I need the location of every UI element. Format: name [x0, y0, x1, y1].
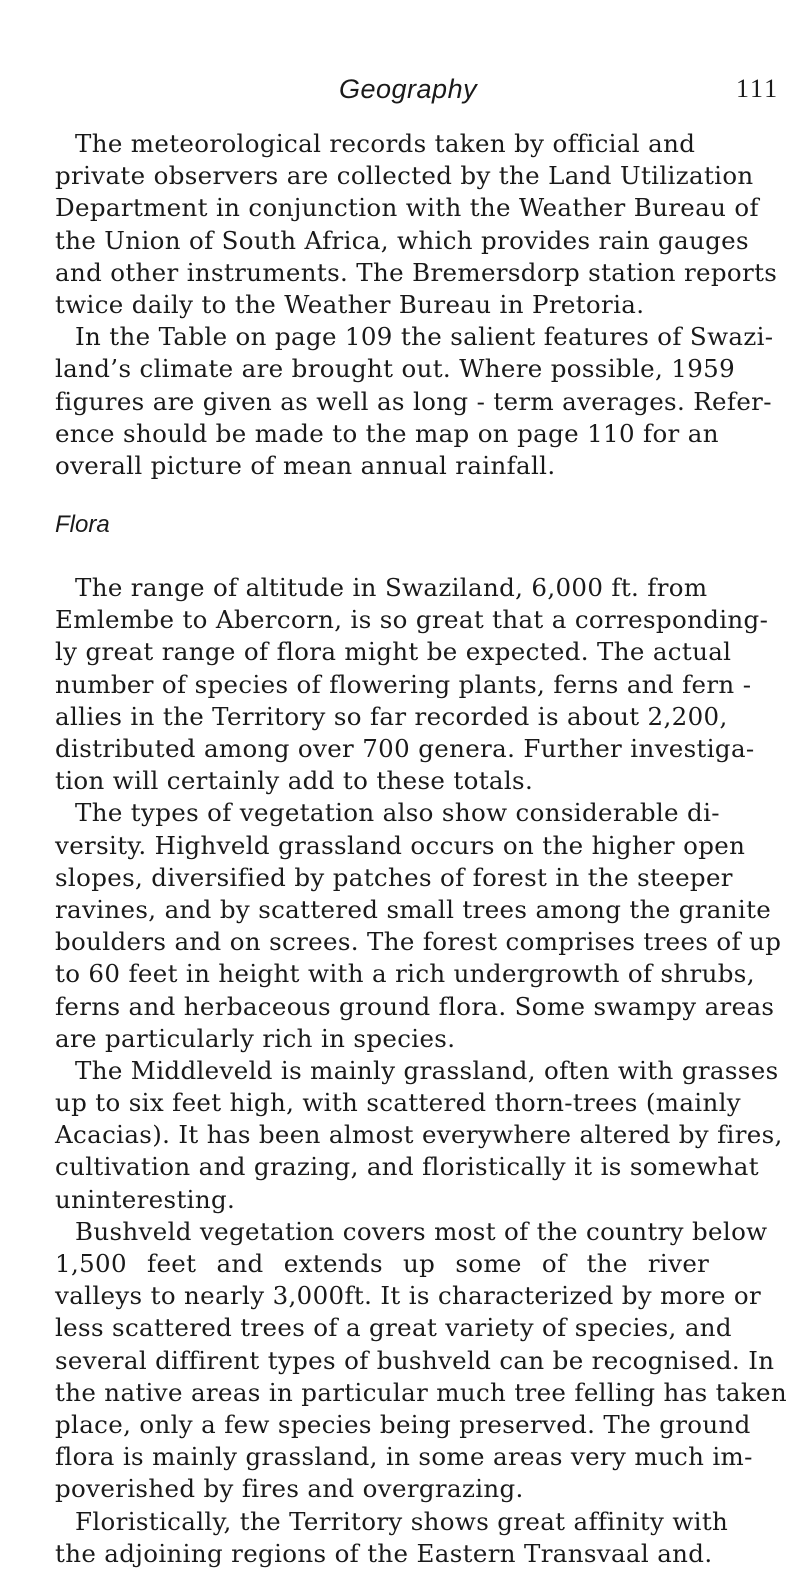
- text-line: ly great range of flora might be expected. The actual: [55, 637, 732, 667]
- text-line: Acacias). It has been almost everywhere altered by fires,: [55, 1120, 783, 1150]
- text-line: twice daily to the Weather Bureau in Pretoria.: [55, 289, 645, 319]
- text-line: Floristically, the Territory shows great affinity with: [75, 1506, 729, 1536]
- text-line: poverished by fires and overgrazing.: [55, 1474, 524, 1504]
- page-header: [0, 74, 800, 114]
- running-title: Geography: [339, 74, 478, 104]
- text-line: land’s climate are brought out. Where possible, 1959: [55, 354, 736, 384]
- text-line: and other instruments. The Bremersdorp station reports: [55, 257, 778, 287]
- text-line: distributed among over 700 genera. Further investiga-: [55, 734, 755, 763]
- text-line: allies in the Territory so far recorded is about 2,200,: [55, 701, 728, 731]
- text-line: The Middleveld is mainly grassland, often with grasses: [75, 1055, 779, 1085]
- section-heading-flora: Flora: [55, 511, 110, 539]
- text-line: up to six feet high, with scattered thorn-trees (mainly: [55, 1088, 741, 1118]
- text-line: cultivation and grazing, and floristically it is somewhat: [55, 1152, 759, 1182]
- text-line: The types of vegetation also show considerable di-: [75, 798, 720, 828]
- text-line: less scattered trees of a great variety of species, and: [55, 1313, 732, 1343]
- text-line: several diffirent types of bushveld can be recognised. In: [55, 1345, 775, 1375]
- text-line: Department in conjunction with the Weather Bureau of: [55, 193, 759, 223]
- text-line: are particularly rich in species.: [55, 1023, 456, 1053]
- text-line: place, only a few species being preserved. The ground: [55, 1409, 751, 1439]
- text-line: slopes, diversified by patches of forest in the steeper: [55, 862, 733, 892]
- text-line: the adjoining regions of the Eastern Transvaal and.: [55, 1538, 713, 1568]
- text-line: tion will certainly add to these totals.: [55, 766, 534, 796]
- text-line: The meteorological records taken by official and: [75, 129, 696, 158]
- text-line: flora is mainly grassland, in some areas very much im-: [55, 1442, 753, 1472]
- page-body: [55, 128, 788, 1570]
- text-line: 1,500 feet and extends up some of the river: [55, 1249, 710, 1278]
- text-line: valleys to nearly 3,000ft. It is characterized by more or: [55, 1281, 762, 1311]
- climate-section: [55, 128, 778, 482]
- text-line: ence should be made to the map on page 110 for an: [55, 418, 719, 448]
- text-line: the native areas in particular much tree felling has taken: [55, 1377, 788, 1407]
- text-line: The range of altitude in Swaziland, 6,000 ft. from: [75, 573, 708, 603]
- text-line: In the Table on page 109 the salient features of Swazi-: [75, 322, 774, 352]
- text-line: ferns and herbaceous ground flora. Some swampy areas: [55, 991, 775, 1021]
- text-line: ravines, and by scattered small trees among the granite: [55, 894, 772, 924]
- text-line: number of species of flowering plants, ferns and fern -: [55, 669, 752, 699]
- text-line: to 60 feet in height with a rich undergrowth of shrubs,: [55, 959, 755, 989]
- text-line: uninteresting.: [55, 1184, 236, 1214]
- text-line: Emlembe to Abercorn, is so great that a corresponding-: [55, 605, 769, 635]
- text-line: Bushveld vegetation covers most of the country below: [75, 1216, 768, 1246]
- text-line: versity. Highveld grassland occurs on the higher open: [55, 830, 746, 860]
- flora-section: [55, 572, 788, 1570]
- text-line: boulders and on screes. The forest comprises trees of up: [55, 927, 782, 957]
- text-line: overall picture of mean annual rainfall.: [55, 450, 556, 480]
- text-line: figures are given as well as long - term averages. Refer-: [55, 386, 772, 416]
- text-line: the Union of South Africa, which provides rain gauges: [55, 225, 749, 255]
- text-line: private observers are collected by the Land Utilization: [55, 161, 754, 191]
- page-number: 111: [736, 74, 780, 103]
